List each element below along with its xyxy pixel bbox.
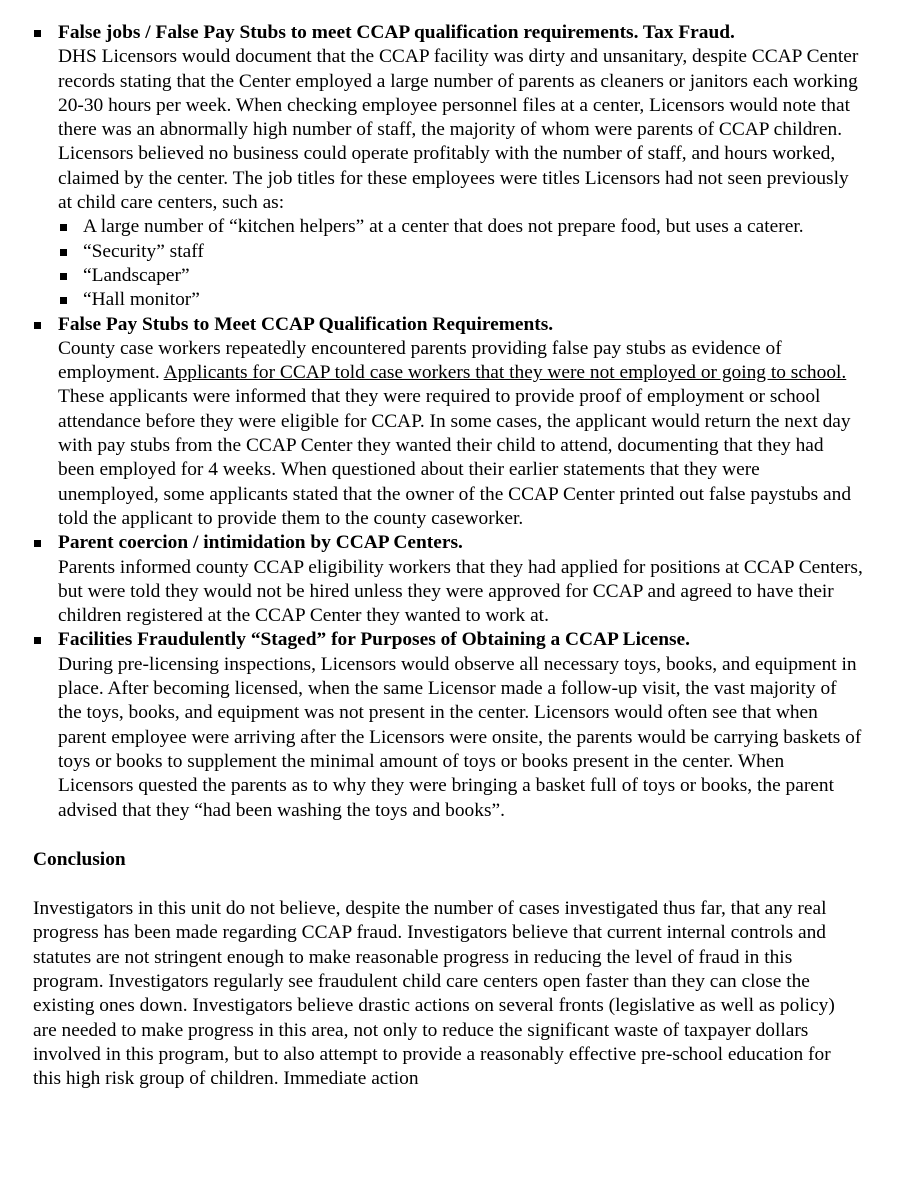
item-body: Parents informed county CCAP eligibility workers that they had applied for positions at CCAP Centers, but were told they would not be hired unless they were approved for CCAP and agreed to have their children registered at the CCAP Center they wanted to work at. bbox=[58, 556, 863, 627]
body-text: These applicants were informed that they were required to provide proof of employment or school attendance before they were eligible for CCAP. In some cases, the applicant would return the next day with pay stubs from the CCAP Center they wanted their child to attend, documenting that they had been employed for 4 weeks. When questioned about their earlier statements that they were unemployed, some applicants stated that the owner of the CCAP Center printed out false paystubs and told the applicant to provide them to the county caseworker. bbox=[58, 386, 852, 529]
conclusion-paragraph: Investigators in this unit do not believe, despite the number of cases investigated thus far, that any real progress has been made regarding CCAP fraud. Investigators believe that current internal controls and statutes are not stringent enough to make reasonable progress in reducing the level of fraud in this program. Investigators regularly see fraudulent child care centers open faster than they can close the existing ones down. Investigators believe drastic actions on several fronts (legislative as well as policy) are needed to make progress in this area, not only to reduce the significant waste of taxpayer dollars involved in this program, but to also attempt to provide a reasonably effective pre-school education for this high risk group of children. Immediate action bbox=[33, 898, 835, 1090]
list-item-parent-coercion bbox=[33, 531, 863, 628]
sub-item-text: A large number of “kitchen helpers” at a center that does not prepare food, but uses a caterer. bbox=[83, 216, 804, 238]
job-titles-list bbox=[58, 215, 863, 312]
bullet-square-icon bbox=[34, 540, 41, 547]
bullet-square-icon bbox=[34, 30, 41, 37]
list-item-false-jobs bbox=[33, 21, 863, 313]
underlined-statement: Applicants for CCAP told case workers that they were not employed or going to school. bbox=[163, 362, 847, 384]
sub-list-item bbox=[58, 215, 863, 239]
conclusion-heading: Conclusion bbox=[33, 848, 126, 870]
sub-list-item bbox=[58, 288, 863, 312]
sub-list-item bbox=[58, 264, 863, 288]
sub-item-text: “Hall monitor” bbox=[83, 289, 200, 311]
bullet-square-icon bbox=[60, 224, 67, 231]
bullet-square-icon bbox=[34, 637, 41, 644]
item-body: During pre-licensing inspections, Licensors would observe all necessary toys, books, and equipment in place. After becoming licensed, when the same Licensor made a follow-up visit, the vast majority of the toys, books, and equipment was not present in the center. Licensors would often see that when parent employee were arriving after the Licensors were onsite, the parents would be carrying baskets of toys or books to supplement the minimal amount of toys or books present in the center. When Licensors quested the parents as to why they were bringing a basket full of toys or books, the parent advised that they “had been washing the toys and books”. bbox=[58, 653, 862, 821]
bullet-square-icon bbox=[60, 249, 67, 256]
sub-item-text: “Landscaper” bbox=[83, 264, 190, 286]
list-item-staged-facilities bbox=[33, 628, 863, 822]
list-item-false-pay-stubs bbox=[33, 313, 863, 532]
item-title: False Pay Stubs to Meet CCAP Qualification Requirements. bbox=[58, 313, 554, 335]
bullet-square-icon bbox=[60, 273, 67, 280]
item-body bbox=[58, 337, 863, 531]
item-body: DHS Licensors would document that the CCAP facility was dirty and unsanitary, despite CCAP Center records stating that the Center employed a large number of parents as cleaners or janitors each working 20-30 hours per week. When checking employee personnel files at a center, Licensors would note that there was an abnormally high number of staff, the majority of whom were parents of CCAP children. Licensors believed no business could operate profitably with the number of staff, and hours worked, claimed by the center. The job titles for these employees were titles Licensors had not seen previously at child care centers, such as: bbox=[58, 46, 859, 214]
item-title: Parent coercion / intimidation by CCAP Centers. bbox=[58, 532, 463, 554]
sub-item-text: “Security” staff bbox=[83, 240, 204, 262]
bullet-square-icon bbox=[60, 297, 67, 304]
item-title: Facilities Fraudulently “Staged” for Purposes of Obtaining a CCAP License. bbox=[58, 629, 690, 651]
body-text: County case workers repeatedly encountered parents providing false pay stubs as evidence of employment. bbox=[58, 337, 782, 384]
document-page bbox=[33, 21, 863, 1091]
sub-list-item bbox=[58, 240, 863, 264]
item-title: False jobs / False Pay Stubs to meet CCAP qualification requirements. Tax Fraud. bbox=[58, 22, 735, 43]
findings-list bbox=[33, 21, 863, 823]
bullet-square-icon bbox=[34, 322, 41, 329]
